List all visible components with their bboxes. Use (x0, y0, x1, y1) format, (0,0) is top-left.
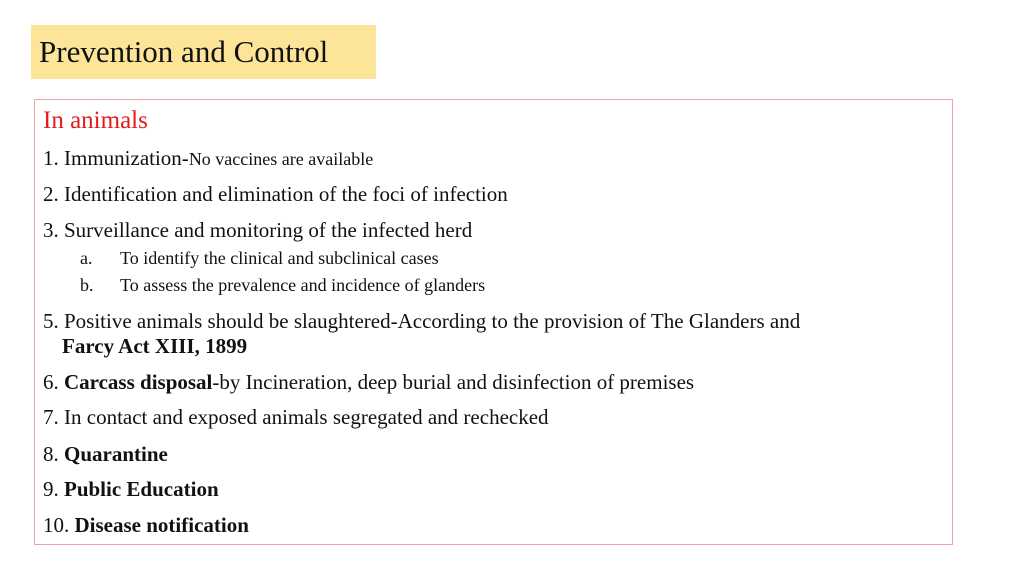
page-title-text: Prevention and Control (39, 34, 329, 69)
sub-item-a: a. To identify the clinical and subclinical cases (80, 248, 439, 268)
list-item-9: 9. Public Education (43, 477, 219, 501)
list-item-3: 3. Surveillance and monitoring of the infected herd (43, 218, 473, 242)
list-item-5-continuation: Farcy Act XIII, 1899 (62, 334, 248, 358)
list-item-1-note: No vaccines are available (188, 149, 374, 169)
list-item-10: 10. Disease notification (43, 513, 249, 537)
list-item-1: 1. Immunization-No vaccines are available (43, 146, 374, 170)
list-item-2: 2. Identification and elimination of the foci of infection (43, 182, 508, 206)
section-heading: In animals (43, 107, 148, 134)
list-item-8: 8. Quarantine (43, 442, 168, 466)
sub-item-b: b. To assess the prevalence and incidence of glanders (80, 275, 486, 295)
content-box (34, 99, 953, 545)
list-item-5: 5. Positive animals should be slaughtered-According to the provision of The Glanders and (43, 309, 801, 333)
list-item-7: 7. In contact and exposed animals segregated and rechecked (43, 405, 549, 429)
page-title (31, 25, 376, 79)
list-item-6: 6. Carcass disposal-by Incineration, deep burial and disinfection of premises (43, 370, 695, 394)
